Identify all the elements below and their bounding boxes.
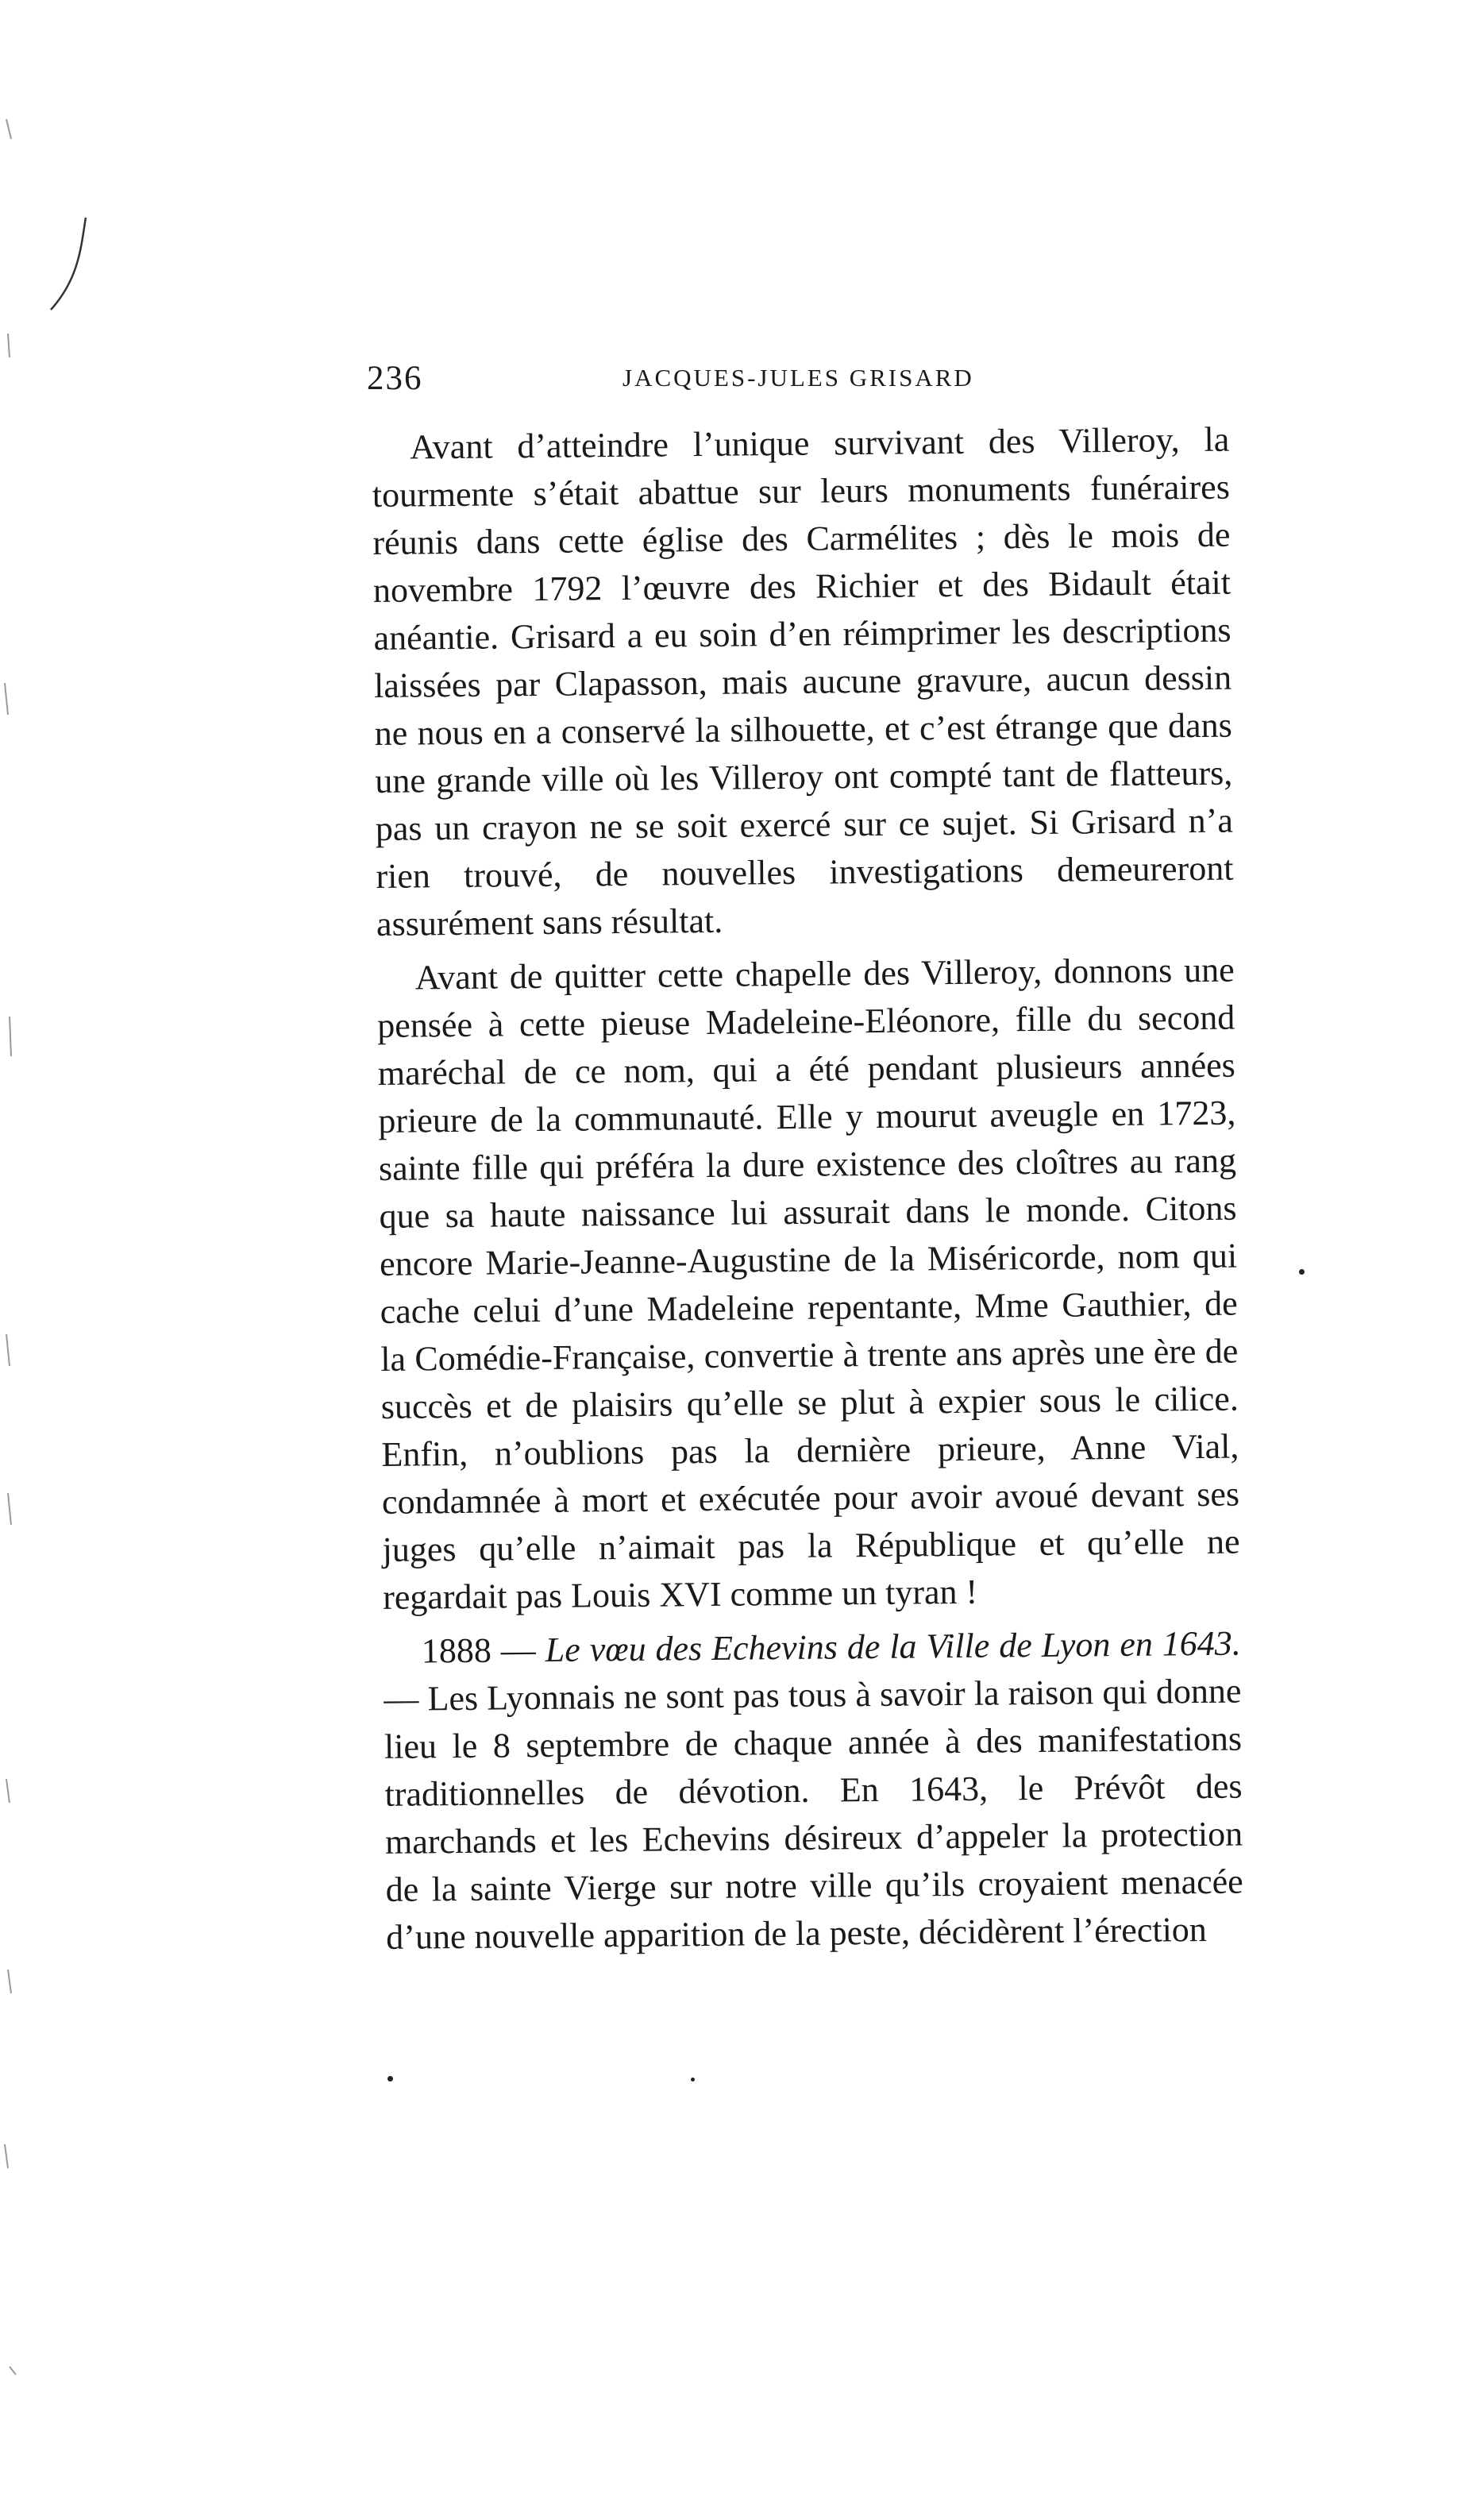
entry-text: — Les Lyonnais ne sont pas tous à savoir la raison qui donne lieu le 8 septembre de chaque année à des manifestations traditionnelles de dévotion. En 1643, le Prévôt des marchands et les Echevins désireux d’appeler la protection de la sainte Vierge sur notre ville qu’ils croyaient menacée d’une nouvelle apparition de la peste, décidèrent l’érection <box>384 1671 1243 1957</box>
page-number: 236 <box>367 360 423 397</box>
running-head <box>367 359 1240 407</box>
ink-speck <box>691 2078 695 2082</box>
ink-speck <box>1299 1269 1305 1275</box>
paragraph-villeroy-monuments: Avant d’atteindre l’unique survivant des Villeroy, la tourmente s’était abattue sur leurs monuments funéraires réunis dans cette église des Carmélites ; dès le mois de novembre 1792 l’œuvre des Richier et des Bidault était anéantie. Grisard a eu soin d’en réimprimer les descriptions laissées par Clapasson, mais aucune gravure, aucun dessin ne nous en a conservé la silhouette, et c’est étrange que dans une grande ville où les Villeroy ont compté tant de flatteurs, pas un crayon ne se soit exercé sur ce sujet. Si Grisard n’a rien trouvé, de nouvelles investigations demeureront assurément sans résultat. <box>372 419 1234 943</box>
ink-speck <box>387 2076 393 2082</box>
scan-edge-marks <box>0 0 48 2508</box>
margin-stroke-mark <box>44 214 92 318</box>
running-title: JACQUES-JULES GRISARD <box>623 364 974 392</box>
paragraph-echevins-vow <box>384 1620 1244 1962</box>
entry-title: Le vœu des Echevins de la Ville de Lyon en 1643. <box>545 1623 1242 1669</box>
main-text <box>372 416 1244 1962</box>
paragraph-carmelite-nuns: Avant de quitter cette chapelle des Villeroy, donnons une pensée à cette pieuse Madeleine-Eléonore, fille du second maréchal de ce nom, qui a été pendant plusieurs années prieure de la communauté. Elle y mourut aveugle en 1723, sainte fille qui préféra la dure existence des cloîtres au rang que sa haute naissance lui assurait dans le monde. Citons encore Marie-Jeanne-Augustine de la Miséricorde, nom qui cache celui d’une Madeleine repentante, Mme Gauthier, de la Comédie-Française, convertie à trente ans après une ère de succès et de plaisirs qu’elle se plut à expier sous le cilice. Enfin, n’oublions pas la dernière prieure, Anne Vial, condamnée à mort et exécutée pour avoir avoué devant ses juges qu’elle n’aimait pas la République et qu’elle ne regardait pas Louis XVI comme un tyran ! <box>377 950 1240 1617</box>
entry-year: 1888 — <box>421 1630 537 1671</box>
